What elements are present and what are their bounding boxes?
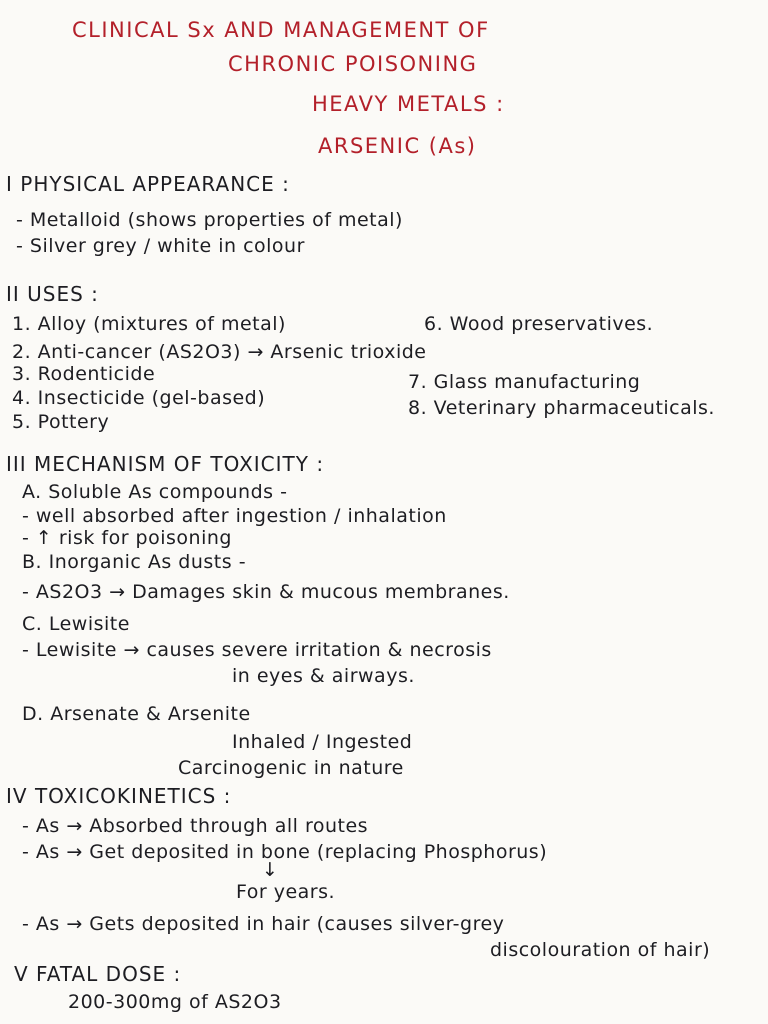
uses-item-7: 7. Glass manufacturing [408, 371, 641, 393]
mechanism-b-title: B. Inorganic As dusts - [22, 551, 247, 573]
title-line-3: HEAVY METALS : [312, 92, 505, 116]
section-fatal-heading: V FATAL DOSE : [14, 962, 182, 986]
uses-item-1: 1. Alloy (mixtures of metal) [12, 313, 286, 335]
mechanism-a-item-2: - ↑ risk for poisoning [22, 527, 232, 549]
section-uses-heading: II USES : [6, 282, 99, 306]
down-arrow-icon: ↓ [262, 859, 279, 881]
title-line-1: CLINICAL Sx AND MANAGEMENT OF [72, 18, 490, 42]
toxicokinetics-years: For years. [236, 881, 336, 903]
mechanism-a-item-1: - well absorbed after ingestion / inhalation [22, 505, 447, 527]
mechanism-a-title: A. Soluble As compounds - [22, 481, 288, 503]
toxicokinetics-hair-1: - As → Gets deposited in hair (causes silver-grey [22, 913, 505, 935]
fatal-dose-value: 200-300mg of AS2O3 [68, 991, 282, 1013]
mechanism-c-item-2: in eyes & airways. [232, 665, 415, 687]
title-line-2: CHRONIC POISONING [228, 52, 478, 76]
mechanism-d-title: D. Arsenate & Arsenite [22, 703, 251, 725]
uses-item-6: 6. Wood preservatives. [424, 313, 654, 335]
uses-item-3: 3. Rodenticide [12, 363, 156, 385]
uses-item-8: 8. Veterinary pharmaceuticals. [408, 397, 715, 419]
physical-item-2: - Silver grey / white in colour [16, 235, 305, 257]
title-line-4: ARSENIC (As) [318, 134, 477, 158]
mechanism-d-line-2: Carcinogenic in nature [178, 757, 404, 779]
physical-item-1: - Metalloid (shows properties of metal) [16, 209, 403, 231]
mechanism-b-item-1: - AS2O3 → Damages skin & mucous membranes. [22, 581, 510, 603]
uses-item-2: 2. Anti-cancer (AS2O3) → Arsenic trioxide [12, 341, 427, 363]
uses-item-5: 5. Pottery [12, 411, 110, 433]
toxicokinetics-item-2: - As → Get deposited in bone (replacing Phosphorus) [22, 841, 548, 863]
section-toxicokinetics-heading: IV TOXICOKINETICS : [6, 784, 232, 808]
toxicokinetics-hair-2: discolouration of hair) [490, 939, 711, 961]
toxicokinetics-item-1: - As → Absorbed through all routes [22, 815, 369, 837]
section-mechanism-heading: III MECHANISM OF TOXICITY : [6, 452, 325, 476]
mechanism-c-title: C. Lewisite [22, 613, 130, 635]
section-physical-heading: I PHYSICAL APPEARANCE : [6, 172, 290, 196]
mechanism-d-line-1: Inhaled / Ingested [232, 731, 413, 753]
mechanism-c-item-1: - Lewisite → causes severe irritation & necrosis [22, 639, 492, 661]
uses-item-4: 4. Insecticide (gel-based) [12, 387, 266, 409]
